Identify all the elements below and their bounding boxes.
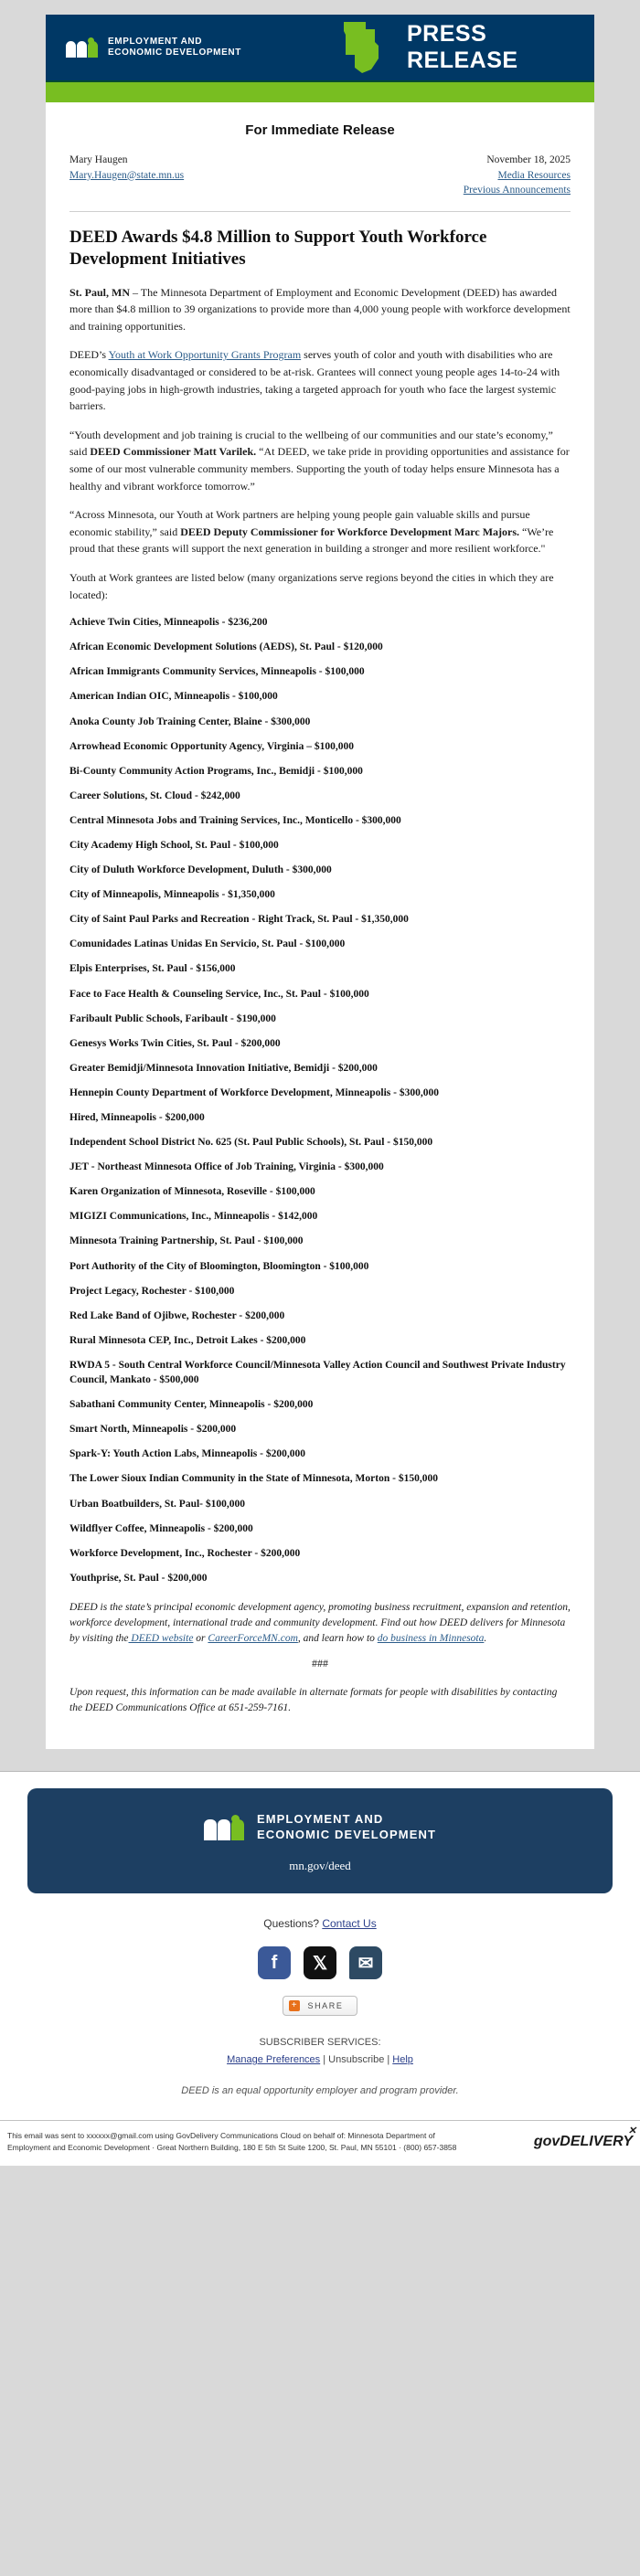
paragraph-program bbox=[69, 346, 571, 414]
paragraph-program-rest: serves youth of color and youth with disabilities who are economically disadvantaged or considered to be at-risk. Grantees will connect young people ages 14-to-24 with good-paying jobs in high-growth industries, taking a targeted approach for youth who face the largest systemic barriers. bbox=[69, 348, 560, 413]
grantee-item: Urban Boatbuilders, St. Paul- $100,000 bbox=[69, 1498, 246, 1510]
email-icon[interactable]: ✉ bbox=[349, 1946, 382, 1979]
contact-name: Mary Haugen bbox=[69, 154, 128, 165]
release-meta bbox=[69, 153, 571, 198]
questions-row bbox=[0, 1917, 640, 1930]
legal-text bbox=[7, 2130, 456, 2154]
grantee-item: Smart North, Minneapolis - $200,000 bbox=[69, 1424, 237, 1436]
grantee-item: Spark-Y: Youth Action Labs, Minneapolis - $200,000 bbox=[69, 1448, 305, 1460]
grantee-item: Achieve Twin Cities, Minneapolis - $236,200 bbox=[69, 617, 268, 629]
govdelivery-label: govDELIVERY bbox=[533, 2133, 633, 2149]
social-links bbox=[0, 1946, 640, 1979]
grantee-item: Elpis Enterprises, St. Paul - $156,000 bbox=[69, 963, 236, 975]
closing-pre: DEED is the state’s principal economic development agency, promoting business recruitment, expansion and retention, workforce development, international trade and community development. Find out how DEED delivers for Minnesota by visiting the bbox=[69, 1601, 571, 1645]
closing-period: . bbox=[484, 1633, 487, 1645]
dateline: St. Paul, MN bbox=[69, 285, 130, 299]
grantee-item: Karen Organization of Minnesota, Roseville - $100,000 bbox=[69, 1186, 315, 1198]
grantee-item: City of Duluth Workforce Development, Duluth - $300,000 bbox=[69, 864, 332, 876]
grantee-item: African Economic Development Solutions (AEDS), St. Paul - $120,000 bbox=[69, 641, 383, 653]
contact-email-link[interactable]: Mary.Haugen@state.mn.us bbox=[69, 169, 185, 181]
footer-agency-line-1: EMPLOYMENT AND bbox=[256, 1812, 384, 1827]
grantee-item: Faribault Public Schools, Faribault - $190,000 bbox=[69, 1012, 276, 1024]
deputy-commissioner-name: DEED Deputy Commissioner for Workforce Development Marc Majors. bbox=[180, 525, 520, 538]
govdelivery-tick-icon: ✕ bbox=[627, 2125, 636, 2136]
share-row bbox=[0, 1996, 640, 2016]
grantee-item: Anoka County Job Training Center, Blaine - $300,000 bbox=[69, 716, 311, 727]
grantee-item: Genesys Works Twin Cities, St. Paul - $200,000 bbox=[69, 1037, 281, 1049]
agency-name bbox=[108, 37, 241, 59]
grantee-item: MIGIZI Communications, Inc., Minneapolis - $142,000 bbox=[69, 1211, 318, 1223]
grantee-item: Project Legacy, Rochester - $100,000 bbox=[69, 1285, 235, 1297]
footer-website-url[interactable]: mn.gov/deed bbox=[289, 1859, 351, 1873]
grantee-item: Face to Face Health & Counseling Service, Inc., St. Paul - $100,000 bbox=[69, 988, 369, 1000]
grantee-list bbox=[69, 615, 571, 1585]
quote-pre: “Youth development and job training is crucial to the wellbeing of our communities and our state’s economy,” said bbox=[69, 428, 553, 459]
facebook-icon[interactable]: f bbox=[258, 1946, 291, 1979]
grantee-item: Bi-County Community Action Programs, Inc., Bemidji - $100,000 bbox=[69, 765, 363, 777]
quote-rest: “At DEED, we take pride in providing opportunities and assistance for some of our most vulnerable community members. Supporting the youth of today helps ensure Minnesota has a healthy and vibrant workforce tomorrow.” bbox=[69, 445, 570, 493]
green-accent-bar bbox=[46, 80, 594, 102]
questions-label: Questions? bbox=[263, 1917, 319, 1931]
banner-wrapper bbox=[0, 0, 640, 102]
deed-logo bbox=[66, 37, 241, 59]
paragraph-lead bbox=[69, 284, 571, 335]
release-date: November 18, 2025 bbox=[486, 154, 571, 165]
paragraph-lead-text: – The Minnesota Department of Employment and Economic Development (DEED) has awarded more than $4.8 million to 39 organizations to provide more than 4,000 young people with workforce development and training opportunities. bbox=[69, 285, 571, 333]
grantee-item: Rural Minnesota CEP, Inc., Detroit Lakes - $200,000 bbox=[69, 1334, 306, 1346]
legal-row bbox=[0, 2121, 640, 2167]
grantee-item: American Indian OIC, Minneapolis - $100,000 bbox=[69, 691, 278, 703]
grantee-item: Greater Bemidji/Minnesota Innovation Initiative, Bemidji - $200,000 bbox=[69, 1062, 378, 1074]
share-label: SHARE bbox=[307, 2001, 344, 2011]
press-release-banner bbox=[46, 15, 594, 80]
grantee-item: Youthprise, St. Paul - $200,000 bbox=[69, 1572, 208, 1584]
grantee-item: Arrowhead Economic Opportunity Agency, Virginia – $100,000 bbox=[69, 740, 354, 752]
media-resources-link[interactable]: Media Resources bbox=[497, 169, 571, 181]
do-business-link[interactable]: do business in Minnesota bbox=[377, 1633, 485, 1645]
end-marker: ### bbox=[312, 1656, 328, 1670]
grantee-item: Workforce Development, Inc., Rochester - $200,000 bbox=[69, 1547, 301, 1559]
share-button[interactable] bbox=[283, 1996, 357, 2016]
footer-mn-logo-icon bbox=[204, 1815, 248, 1840]
contact-block bbox=[69, 153, 184, 198]
govdelivery-logo bbox=[533, 2125, 636, 2150]
agency-line-2: ECONOMIC DEVELOPMENT bbox=[108, 48, 241, 58]
grantee-item: Wildflyer Coffee, Minneapolis - $200,000 bbox=[69, 1522, 253, 1534]
grantee-item: Central Minnesota Jobs and Training Services, Inc., Monticello - $300,000 bbox=[69, 814, 401, 826]
grantee-item: Hennepin County Department of Workforce Development, Minneapolis - $300,000 bbox=[69, 1087, 439, 1098]
commissioner-name: DEED Commissioner Matt Varilek. bbox=[90, 445, 257, 459]
footer-agency-line-2: ECONOMIC DEVELOPMENT bbox=[256, 1827, 437, 1841]
mn-logo-icon bbox=[66, 37, 101, 58]
closing-boilerplate bbox=[69, 1600, 571, 1648]
grantee-item: Hired, Minneapolis - $200,000 bbox=[69, 1112, 205, 1124]
grantee-item: Minnesota Training Partnership, St. Paul - $100,000 bbox=[69, 1235, 304, 1247]
deputy-quote-rest: “We’re proud that these grants will support the next generation in building a stronger and more resilient workforce." bbox=[69, 525, 554, 556]
grantee-item: Red Lake Band of Ojibwe, Rochester - $200,000 bbox=[69, 1309, 285, 1321]
youth-at-work-program-link[interactable]: Youth at Work Opportunity Grants Program bbox=[108, 348, 302, 362]
grantee-item: City of Saint Paul Parks and Recreation - Right Track, St. Paul - $1,350,000 bbox=[69, 914, 409, 926]
equal-opportunity-statement: DEED is an equal opportunity employer and program provider. bbox=[181, 2084, 459, 2096]
grantee-item: Sabathani Community Center, Minneapolis - $200,000 bbox=[69, 1399, 314, 1411]
closing-or: or bbox=[193, 1633, 208, 1645]
x-twitter-icon[interactable]: 𝕏 bbox=[304, 1946, 336, 1979]
for-immediate-release-label: For Immediate Release bbox=[245, 122, 395, 138]
help-link[interactable]: Help bbox=[392, 2054, 413, 2066]
grantee-item: JET - Northeast Minnesota Office of Job Training, Virginia - $300,000 bbox=[69, 1161, 384, 1173]
press-release-card bbox=[46, 102, 594, 1749]
grantee-item: The Lower Sioux Indian Community in the State of Minnesota, Morton - $150,000 bbox=[69, 1473, 438, 1485]
paragraph-grantee-intro: Youth at Work grantees are listed below (many organizations serve regions beyond the cities in which they are located): bbox=[69, 570, 554, 601]
banner-title: PRESS RELEASE bbox=[407, 21, 518, 73]
email-footer bbox=[0, 1772, 640, 2166]
careerforce-link[interactable]: CareerForceMN.com bbox=[208, 1633, 298, 1645]
deputy-quote-pre: “Across Minnesota, our Youth at Work partners are helping young people gain valuable skills and pursue economic stability,” said bbox=[69, 508, 530, 538]
legal-line-1: This email was sent to xxxxxx@gmail.com using GovDelivery Communications Cloud on behalf of: Minnesota Department of bbox=[7, 2130, 435, 2140]
page-title: DEED Awards $4.8 Million to Support Youth Workforce Development Initiatives bbox=[69, 228, 487, 270]
grantee-item: Comunidades Latinas Unidas En Servicio, St. Paul - $100,000 bbox=[69, 938, 346, 950]
grantee-item: Independent School District No. 625 (St. Paul Public Schools), St. Paul - $150,000 bbox=[69, 1137, 433, 1149]
paragraph-deputy-quote bbox=[69, 506, 571, 557]
legal-line-2: Employment and Economic Development · Great Northern Building, 180 E 5th St Suite 1200, St. Paul, MN 55101 · (800) 657-3858 bbox=[7, 2142, 457, 2152]
minnesota-state-icon bbox=[338, 22, 382, 73]
grantee-item: RWDA 5 - South Central Workforce Council/Minnesota Valley Action Council and Southwest Private Industry Council, Mankato - $500,000 bbox=[69, 1359, 566, 1386]
sep-1: | bbox=[323, 2054, 326, 2066]
grantee-item: Port Authority of the City of Bloomington, Bloomington - $100,000 bbox=[69, 1260, 369, 1272]
contact-us-link[interactable]: Contact Us bbox=[322, 1917, 377, 1931]
unsubscribe-link[interactable]: Unsubscribe bbox=[328, 2054, 385, 2066]
footer-agency-name bbox=[257, 1812, 436, 1842]
paragraph-program-pre: DEED’s bbox=[69, 348, 109, 362]
deed-website-link[interactable]: DEED website bbox=[128, 1633, 194, 1645]
accessibility-statement: Upon request, this information can be made available in alternate formats for people with disabilities by contacting the DEED Communications Office at 651-259-7161. bbox=[69, 1686, 558, 1713]
grantee-item: City of Minneapolis, Minneapolis - $1,350,000 bbox=[69, 889, 275, 901]
share-plus-icon: + bbox=[289, 2000, 300, 2011]
subscriber-services bbox=[0, 2034, 640, 2068]
sep-2: | bbox=[387, 2054, 390, 2066]
manage-preferences-link[interactable]: Manage Preferences bbox=[227, 2054, 321, 2066]
agency-line-1: EMPLOYMENT AND bbox=[108, 36, 203, 47]
grantee-item: Career Solutions, St. Cloud - $242,000 bbox=[69, 790, 240, 801]
grantee-item: City Academy High School, St. Paul - $100,000 bbox=[69, 839, 279, 851]
subscriber-services-label: SUBSCRIBER SERVICES: bbox=[259, 2037, 381, 2049]
grantee-item: African Immigrants Community Services, Minneapolis - $100,000 bbox=[69, 666, 365, 678]
footer-logo-row bbox=[27, 1812, 613, 1842]
footer-logo-box bbox=[27, 1788, 613, 1893]
paragraph-commissioner-quote bbox=[69, 427, 571, 494]
subscriber-links bbox=[0, 2051, 640, 2069]
date-links-block bbox=[464, 153, 571, 198]
closing-mid2: , and learn how to bbox=[297, 1633, 378, 1645]
previous-announcements-link[interactable]: Previous Announcements bbox=[463, 185, 571, 196]
divider bbox=[69, 211, 571, 212]
